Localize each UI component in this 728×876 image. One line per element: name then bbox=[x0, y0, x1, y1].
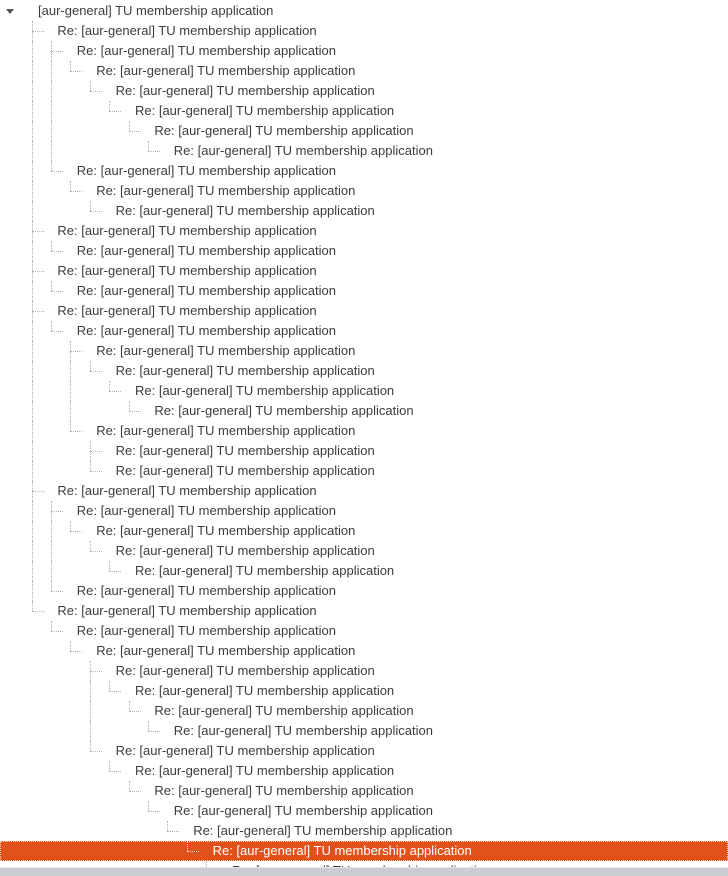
tree-line bbox=[51, 541, 52, 561]
message-subject: Re: [aur-general] TU membership application bbox=[212, 843, 472, 858]
tree-elbow bbox=[109, 691, 121, 692]
tree-elbow bbox=[32, 271, 44, 272]
tree-elbow bbox=[70, 421, 71, 431]
tree-line bbox=[51, 61, 52, 81]
message-subject: Re: [aur-general] TU membership application bbox=[57, 223, 317, 238]
thread-row[interactable] bbox=[0, 121, 728, 141]
tree-line bbox=[51, 141, 52, 161]
message-subject: Re: [aur-general] TU membership application bbox=[96, 643, 356, 658]
tree-elbow bbox=[90, 741, 91, 751]
tree-elbow bbox=[32, 31, 44, 32]
thread-row[interactable] bbox=[0, 361, 728, 381]
tree-line bbox=[32, 121, 33, 141]
message-subject: Re: [aur-general] TU membership application bbox=[76, 283, 336, 298]
tree-line bbox=[51, 121, 52, 141]
tree-line bbox=[51, 561, 52, 581]
message-subject: Re: [aur-general] TU membership application bbox=[96, 523, 356, 538]
message-subject: Re: [aur-general] TU membership application bbox=[135, 763, 395, 778]
tree-line bbox=[32, 161, 33, 181]
tree-elbow bbox=[148, 801, 149, 811]
tree-line bbox=[32, 61, 33, 81]
tree-line bbox=[32, 421, 33, 441]
message-subject: Re: [aur-general] TU membership application bbox=[135, 683, 395, 698]
thread-row[interactable] bbox=[0, 501, 728, 521]
message-subject: Re: [aur-general] TU membership application bbox=[154, 403, 414, 418]
thread-row[interactable] bbox=[0, 621, 728, 641]
tree-elbow bbox=[90, 371, 102, 372]
thread-row[interactable] bbox=[0, 261, 728, 281]
tree-elbow bbox=[90, 201, 91, 211]
message-subject: Re: [aur-general] TU membership application bbox=[96, 63, 356, 78]
tree-elbow bbox=[32, 311, 44, 312]
tree-elbow bbox=[51, 51, 63, 52]
tree-line bbox=[32, 521, 33, 541]
tree-line bbox=[32, 181, 33, 201]
message-subject: Re: [aur-general] TU membership application bbox=[115, 663, 375, 678]
thread-row[interactable] bbox=[0, 701, 728, 721]
thread-row[interactable] bbox=[0, 101, 728, 121]
tree-elbow bbox=[51, 511, 63, 512]
message-subject: Re: [aur-general] TU membership application bbox=[57, 263, 317, 278]
message-subject: Re: [aur-general] TU membership application bbox=[135, 103, 395, 118]
tree-elbow bbox=[51, 631, 63, 632]
tree-elbow bbox=[129, 701, 130, 711]
tree-elbow bbox=[90, 361, 91, 371]
message-subject: Re: [aur-general] TU membership application bbox=[115, 83, 375, 98]
tree-elbow bbox=[51, 171, 63, 172]
tree-elbow bbox=[51, 281, 52, 291]
thread-row[interactable] bbox=[0, 41, 728, 61]
tree-line bbox=[32, 381, 33, 401]
tree-elbow bbox=[148, 151, 160, 152]
tree-elbow bbox=[90, 81, 91, 91]
message-subject: Re: [aur-general] TU membership application bbox=[135, 563, 395, 578]
tree-line bbox=[32, 361, 33, 381]
tree-elbow bbox=[70, 351, 82, 352]
tree-elbow bbox=[70, 431, 82, 432]
tree-elbow bbox=[109, 111, 121, 112]
tree-line bbox=[51, 101, 52, 121]
message-subject: Re: [aur-general] TU membership application bbox=[76, 503, 336, 518]
tree-elbow bbox=[51, 161, 52, 171]
tree-elbow bbox=[109, 391, 121, 392]
tree-elbow bbox=[70, 651, 82, 652]
tree-line bbox=[70, 361, 71, 381]
thread-row[interactable] bbox=[0, 201, 728, 221]
message-subject: Re: [aur-general] TU membership application bbox=[154, 783, 414, 798]
message-subject: Re: [aur-general] TU membership application bbox=[76, 43, 336, 58]
message-subject: Re: [aur-general] TU membership application bbox=[96, 183, 356, 198]
tree-elbow bbox=[90, 551, 102, 552]
thread-row[interactable] bbox=[0, 81, 728, 101]
thread-row[interactable] bbox=[0, 441, 728, 461]
tree-elbow bbox=[109, 101, 110, 111]
tree-line bbox=[32, 241, 33, 261]
tree-elbow bbox=[90, 471, 102, 472]
thread-row[interactable] bbox=[0, 401, 728, 421]
tree-elbow bbox=[129, 781, 130, 791]
thread-row-selected[interactable] bbox=[0, 841, 728, 861]
tree-elbow bbox=[51, 591, 63, 592]
message-subject: Re: [aur-general] TU membership application bbox=[115, 363, 375, 378]
tree-line bbox=[32, 581, 33, 601]
tree-line bbox=[32, 341, 33, 361]
tree-elbow bbox=[148, 731, 160, 732]
tree-elbow bbox=[187, 841, 188, 851]
tree-elbow bbox=[70, 641, 71, 651]
message-subject: Re: [aur-general] TU membership application bbox=[115, 203, 375, 218]
message-subject: Re: [aur-general] TU membership application bbox=[57, 23, 317, 38]
tree-line bbox=[32, 461, 33, 481]
message-subject: Re: [aur-general] TU membership application bbox=[76, 583, 336, 598]
tree-elbow bbox=[70, 521, 71, 531]
tree-elbow bbox=[90, 91, 102, 92]
thread-row[interactable] bbox=[0, 321, 728, 341]
tree-elbow bbox=[167, 821, 168, 831]
tree-elbow bbox=[70, 61, 71, 71]
message-subject: Re: [aur-general] TU membership application bbox=[173, 143, 433, 158]
thread-row[interactable] bbox=[0, 821, 728, 841]
tree-elbow bbox=[51, 581, 52, 591]
tree-elbow bbox=[51, 621, 52, 631]
message-subject: Re: [aur-general] TU membership application bbox=[57, 483, 317, 498]
tree-elbow bbox=[90, 211, 102, 212]
tree-elbow bbox=[109, 771, 121, 772]
message-subject: Re: [aur-general] TU membership application bbox=[57, 603, 317, 618]
message-subject: Re: [aur-general] TU membership application bbox=[135, 383, 395, 398]
horizontal-scrollbar[interactable] bbox=[0, 867, 728, 876]
tree-elbow bbox=[51, 331, 63, 332]
thread-row[interactable] bbox=[0, 641, 728, 661]
thread-row[interactable] bbox=[0, 681, 728, 701]
tree-elbow bbox=[148, 721, 149, 731]
tree-line bbox=[32, 561, 33, 581]
tree-elbow bbox=[70, 181, 71, 191]
thread-row[interactable] bbox=[0, 761, 728, 781]
tree-elbow bbox=[109, 381, 110, 391]
thread-row[interactable] bbox=[0, 1, 728, 21]
tree-line bbox=[70, 401, 71, 421]
tree-line bbox=[32, 321, 33, 341]
tree-elbow bbox=[70, 191, 82, 192]
tree-elbow bbox=[51, 291, 63, 292]
message-subject: Re: [aur-general] TU membership application bbox=[154, 703, 414, 718]
message-subject: Re: [aur-general] TU membership application bbox=[115, 543, 375, 558]
thread-row[interactable] bbox=[0, 341, 728, 361]
tree-elbow bbox=[129, 711, 141, 712]
thread-list bbox=[0, 1, 728, 876]
tree-line bbox=[32, 401, 33, 421]
thread-row[interactable] bbox=[0, 141, 728, 161]
tree-line bbox=[32, 101, 33, 121]
thread-row[interactable] bbox=[0, 61, 728, 81]
tree-elbow bbox=[90, 461, 91, 471]
message-subject: Re: [aur-general] TU membership application bbox=[173, 803, 433, 818]
tree-elbow bbox=[90, 751, 102, 752]
tree-elbow bbox=[90, 541, 91, 551]
tree-line bbox=[32, 281, 33, 301]
tree-elbow bbox=[32, 231, 44, 232]
tree-elbow bbox=[51, 251, 63, 252]
thread-row[interactable] bbox=[0, 561, 728, 581]
tree-elbow bbox=[129, 411, 141, 412]
tree-line bbox=[32, 541, 33, 561]
tree-elbow bbox=[90, 671, 102, 672]
message-subject: Re: [aur-general] TU membership application bbox=[115, 743, 375, 758]
tree-elbow bbox=[167, 831, 179, 832]
thread-row[interactable] bbox=[0, 781, 728, 801]
tree-elbow bbox=[148, 141, 149, 151]
thread-row[interactable] bbox=[0, 301, 728, 321]
thread-row[interactable] bbox=[0, 241, 728, 261]
tree-elbow bbox=[70, 531, 82, 532]
thread-row[interactable] bbox=[0, 801, 728, 821]
tree-elbow bbox=[51, 321, 52, 331]
message-subject: Re: [aur-general] TU membership application bbox=[173, 723, 433, 738]
tree-line bbox=[32, 141, 33, 161]
message-subject: [aur-general] TU membership application bbox=[38, 3, 274, 18]
tree-line bbox=[32, 41, 33, 61]
tree-line bbox=[70, 381, 71, 401]
thread-row[interactable] bbox=[0, 21, 728, 41]
thread-row[interactable] bbox=[0, 381, 728, 401]
tree-line bbox=[90, 721, 91, 741]
tree-elbow bbox=[70, 71, 82, 72]
tree-elbow bbox=[148, 811, 160, 812]
thread-row[interactable] bbox=[0, 521, 728, 541]
tree-line bbox=[32, 441, 33, 461]
tree-line bbox=[32, 81, 33, 101]
tree-line bbox=[32, 501, 33, 521]
thread-row[interactable] bbox=[0, 281, 728, 301]
thread-row[interactable] bbox=[0, 741, 728, 761]
tree-elbow bbox=[90, 451, 102, 452]
tree-line bbox=[90, 681, 91, 701]
tree-elbow bbox=[129, 791, 141, 792]
message-subject: Re: [aur-general] TU membership application bbox=[154, 123, 414, 138]
tree-elbow bbox=[129, 131, 141, 132]
tree-elbow bbox=[32, 611, 44, 612]
tree-line bbox=[90, 701, 91, 721]
message-subject: Re: [aur-general] TU membership application bbox=[193, 823, 453, 838]
expander-collapse-icon[interactable] bbox=[6, 9, 14, 14]
tree-elbow bbox=[109, 761, 110, 771]
tree-elbow bbox=[32, 491, 44, 492]
thread-row[interactable] bbox=[0, 481, 728, 501]
thread-row[interactable] bbox=[0, 601, 728, 621]
tree-elbow bbox=[129, 121, 130, 131]
message-subject: Re: [aur-general] TU membership application bbox=[76, 323, 336, 338]
tree-elbow bbox=[51, 241, 52, 251]
thread-row[interactable] bbox=[0, 421, 728, 441]
tree-elbow bbox=[109, 561, 110, 571]
thread-row[interactable] bbox=[0, 721, 728, 741]
thread-row[interactable] bbox=[0, 541, 728, 561]
thread-row[interactable] bbox=[0, 181, 728, 201]
tree-line bbox=[32, 201, 33, 221]
tree-line bbox=[51, 521, 52, 541]
tree-elbow bbox=[32, 601, 33, 611]
message-subject: Re: [aur-general] TU membership application bbox=[76, 243, 336, 258]
thread-row[interactable] bbox=[0, 581, 728, 601]
thread-row[interactable] bbox=[0, 221, 728, 241]
thread-row[interactable] bbox=[0, 461, 728, 481]
tree-elbow bbox=[109, 571, 121, 572]
thread-row[interactable] bbox=[0, 661, 728, 681]
message-subject: Re: [aur-general] TU membership application bbox=[96, 343, 356, 358]
message-subject: Re: [aur-general] TU membership application bbox=[96, 423, 356, 438]
message-subject: Re: [aur-general] TU membership application bbox=[57, 303, 317, 318]
tree-line bbox=[51, 81, 52, 101]
message-subject: Re: [aur-general] TU membership application bbox=[115, 463, 375, 478]
tree-elbow bbox=[109, 681, 110, 691]
tree-elbow bbox=[187, 851, 199, 852]
thread-row[interactable] bbox=[0, 161, 728, 181]
tree-elbow bbox=[129, 401, 130, 411]
message-subject: Re: [aur-general] TU membership application bbox=[76, 623, 336, 638]
message-subject: Re: [aur-general] TU membership application bbox=[115, 443, 375, 458]
message-subject: Re: [aur-general] TU membership application bbox=[76, 163, 336, 178]
